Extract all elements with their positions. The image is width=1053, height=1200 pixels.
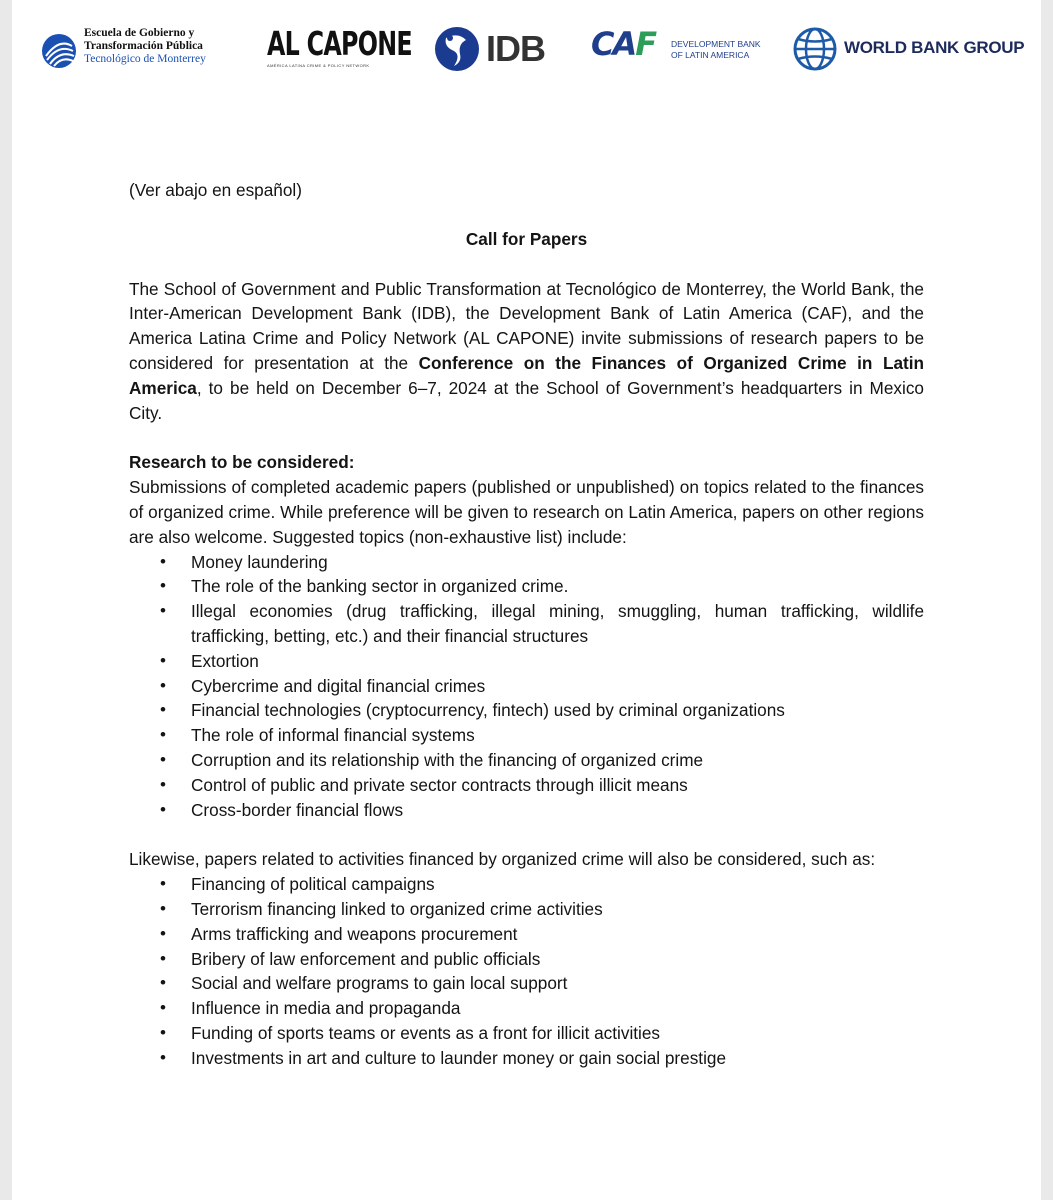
list-item: • Cybercrime and digital financial crimes [191,674,924,699]
list-item: • Terrorism financing linked to organized crime activities [191,897,924,922]
list-item: • Money laundering [191,550,924,575]
list-item: • Extortion [191,649,924,674]
list-item: • Influence in media and propaganda [191,996,924,1021]
world-bank-globe-icon [792,26,838,72]
list-item: • Illegal economies (drug trafficking, illegal mining, smuggling, human trafficking, wildlife trafficking, betting, etc.) and their financial structures [191,599,924,649]
intro-text-part1: The School of Government and Public Transformation at Tecnológico de Monterrey, the World Bank, the Inter-American Development Bank (IDB), the Development Bank of Latin America (CAF), and the America Latina Crime and Policy Network (AL CAPONE) invite submissions of research papers to be considered for presentation at the [129,278,924,373]
research-heading: Research to be considered: [129,452,355,473]
list-item: • Investments in art and culture to launder money or gain social prestige [191,1046,924,1071]
topics-list [129,550,924,823]
document-page [12,0,1041,1200]
document-title: Call for Papers [465,228,588,249]
world-bank-logo-text: WORLD BANK GROUP [844,38,1025,57]
list-item: • Control of public and private sector contracts through illicit means [191,773,924,798]
list-item: • Financing of political campaigns [191,872,924,897]
list-item: • Financial technologies (cryptocurrency, fintech) used by criminal organizations [191,698,924,723]
list-item: • Arms trafficking and weapons procurement [191,922,924,947]
research-paragraph: Submissions of completed academic papers (published or unpublished) on topics related to the finances of organized crime. While preference will be given to research on Latin America, papers on other regions are also welcome. Suggested topics (non-exhaustive list) include: [129,477,924,547]
conference-name: Conference on the Finances of Organized Crime in Latin America [129,352,925,398]
caf-logo [591,22,771,78]
list-item: • Social and welfare programs to gain local support [191,971,924,996]
idb-logo [432,22,562,78]
idb-logo-text: IDB [486,28,545,69]
tec-logo-line2: Transformación Pública [84,40,203,52]
spanish-version-note: (Ver abajo en español) [129,180,302,200]
list-item: • Funding of sports teams or events as a front for illicit activities [191,1021,924,1046]
al-capone-logo-subtitle: AMÉRICA LATINA CRIME & POLICY NETWORK [267,63,370,68]
intro-text-part2: , to be held on December 6–7, 2024 at the School of Government’s headquarters in Mexico City. [129,377,924,423]
tec-globe-icon [40,32,78,70]
caf-logo-sub1: DEVELOPMENT BANK [671,39,761,49]
list-item: • Corruption and its relationship with the financing of organized crime [191,748,924,773]
list-item: • Bribery of law enforcement and public officials [191,947,924,972]
document-body [129,178,924,1071]
al-capone-logo-text: AL CAPONE [267,24,412,63]
idb-emblem-icon [432,24,482,74]
caf-logo-f: F [635,25,656,63]
al-capone-logo [267,22,412,78]
list-item: • Cross-border financial flows [191,798,924,823]
list-item: • The role of the banking sector in organized crime. [191,574,924,599]
tec-logo-line1: Escuela de Gobierno y [84,27,195,39]
likewise-paragraph: Likewise, papers related to activities financed by organized crime will also be considered, such as: [129,849,876,870]
caf-logo-sub2: OF LATIN AMERICA [671,50,750,60]
intro-paragraph [129,277,924,426]
activities-list [129,872,924,1070]
tec-monterrey-logo [40,22,230,78]
logo-row [40,22,1025,82]
caf-logo-ca: CA [591,25,636,63]
world-bank-logo [792,22,1032,78]
tec-logo-line3: Tecnológico de Monterrey [84,53,206,65]
list-item: • The role of informal financial systems [191,723,924,748]
